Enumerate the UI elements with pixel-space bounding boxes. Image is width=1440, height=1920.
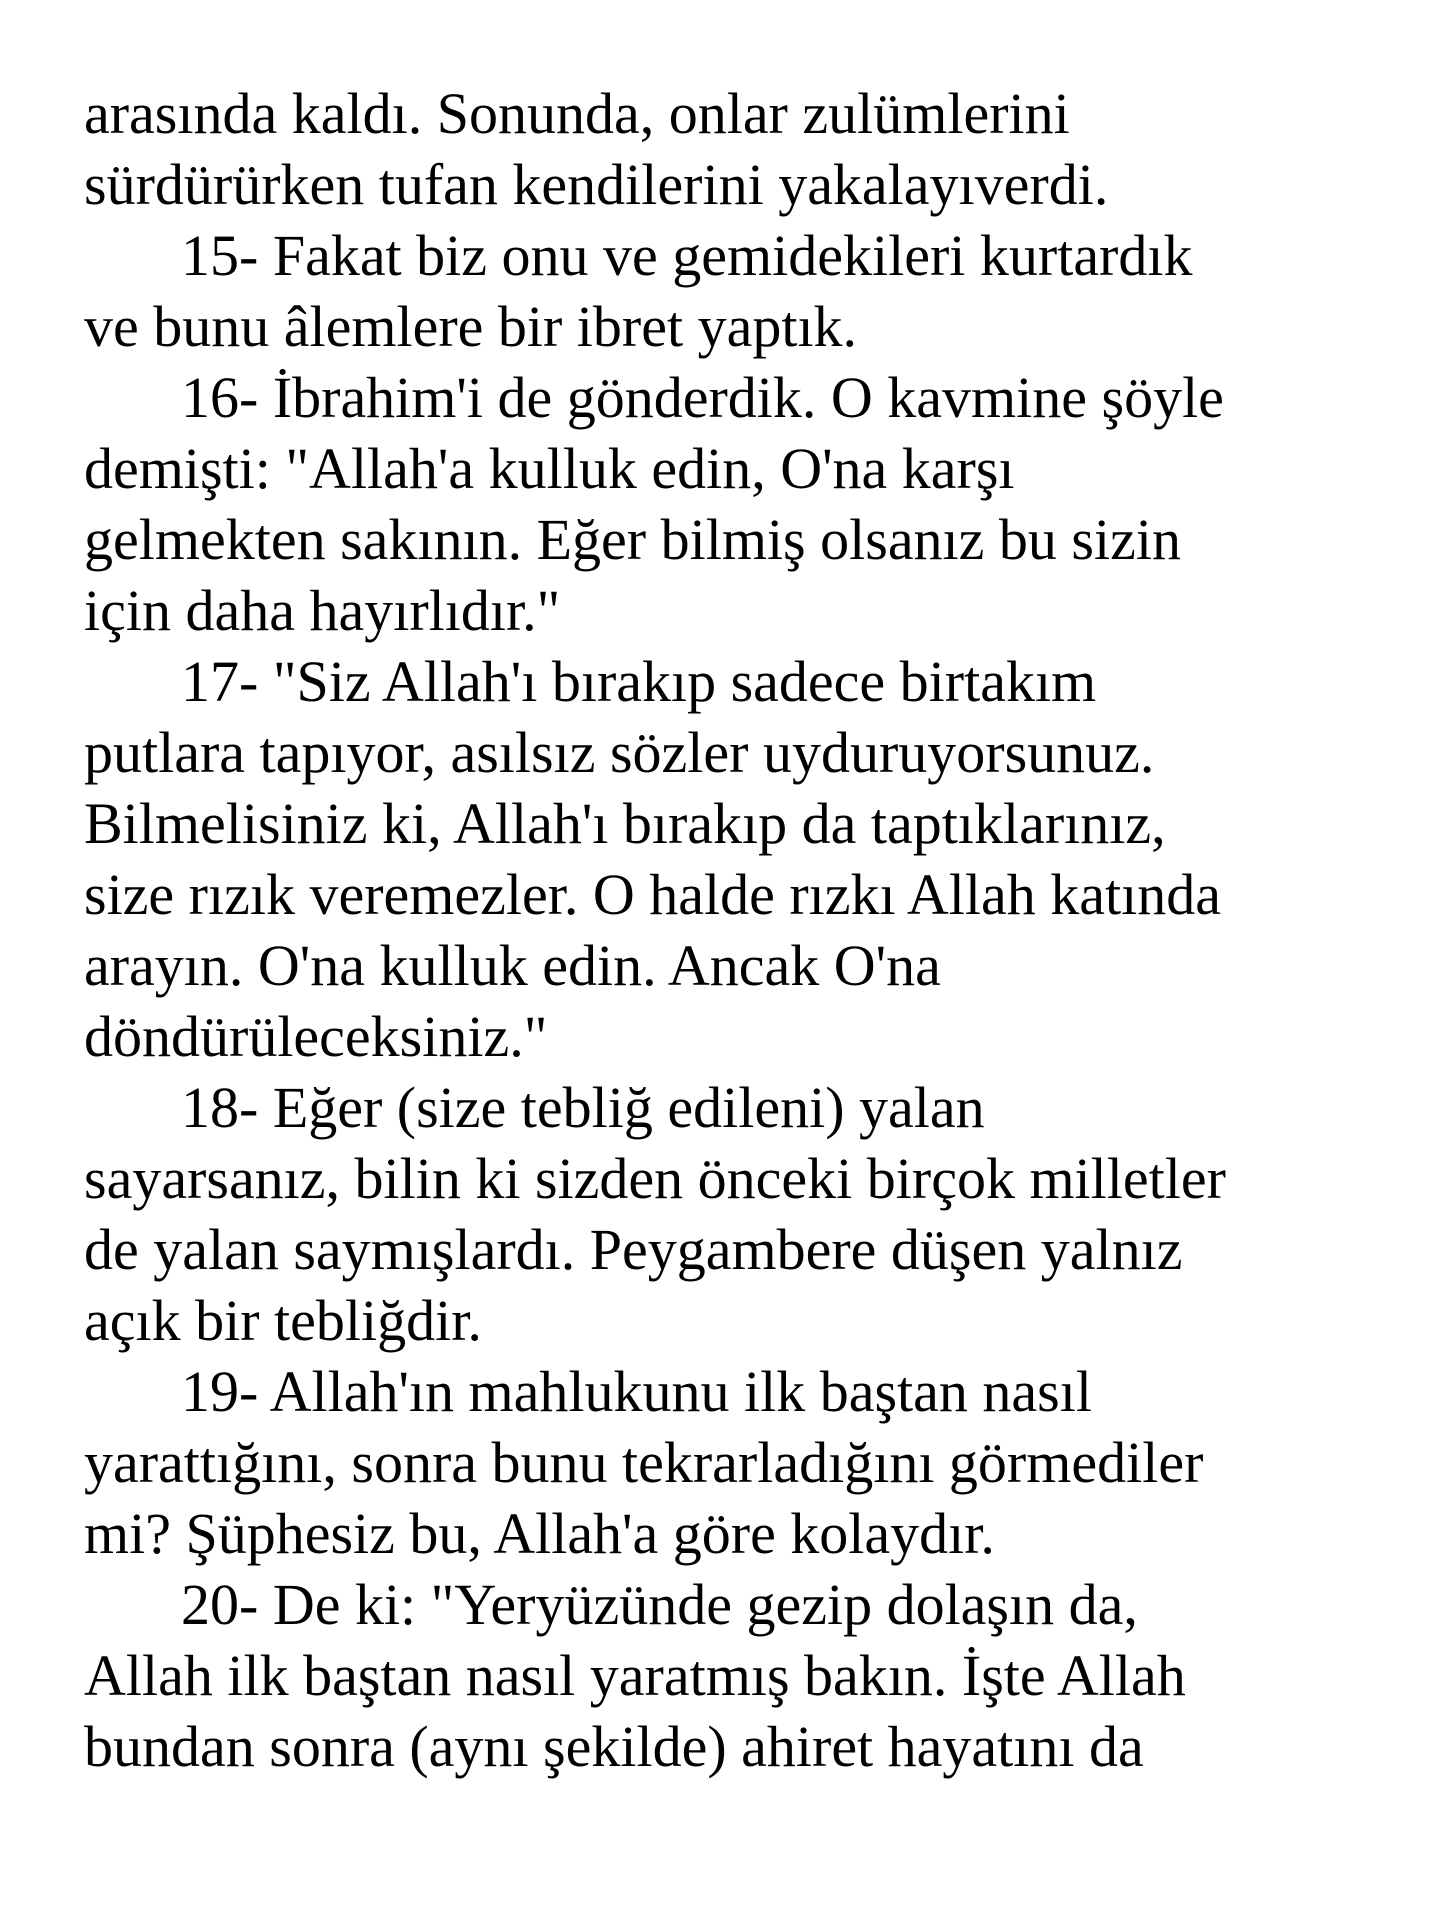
text-line: için daha hayırlıdır." bbox=[84, 578, 561, 643]
text-line: bundan sonra (aynı şekilde) ahiret hayatını da bbox=[84, 1714, 1144, 1779]
text-line: Bilmelisiniz ki, Allah'ı bırakıp da taptıklarınız, bbox=[84, 791, 1166, 856]
text-line: mi? Şüphesiz bu, Allah'a göre kolaydır. bbox=[84, 1501, 995, 1566]
verse-18-start: 18- Eğer (size tebliğ edileni) yalan bbox=[181, 1075, 985, 1140]
text-line: açık bir tebliğdir. bbox=[84, 1288, 482, 1353]
text-line: arasında kaldı. Sonunda, onlar zulümlerini bbox=[84, 81, 1070, 146]
body-text bbox=[84, 78, 1424, 1782]
text-line: size rızık veremezler. O halde rızkı Allah katında bbox=[84, 862, 1221, 927]
verse-20-start: 20- De ki: "Yeryüzünde gezip dolaşın da, bbox=[181, 1572, 1138, 1637]
verse-16-start: 16- İbrahim'i de gönderdik. O kavmine şöyle bbox=[181, 365, 1224, 430]
text-line: arayın. O'na kulluk edin. Ancak O'na bbox=[84, 933, 941, 998]
text-line: gelmekten sakının. Eğer bilmiş olsanız bu sizin bbox=[84, 507, 1181, 572]
text-line: ve bunu âlemlere bir ibret yaptık. bbox=[84, 294, 858, 359]
text-line: demişti: "Allah'a kulluk edin, O'na karşı bbox=[84, 436, 1015, 501]
text-line: yarattığını, sonra bunu tekrarladığını görmediler bbox=[84, 1430, 1204, 1495]
verse-15-start: 15- Fakat biz onu ve gemidekileri kurtardık bbox=[181, 223, 1193, 288]
text-line: sürdürürken tufan kendilerini yakalayıverdi. bbox=[84, 152, 1109, 217]
text-line: döndürüleceksiniz." bbox=[84, 1004, 548, 1069]
verse-19-start: 19- Allah'ın mahlukunu ilk baştan nasıl bbox=[181, 1359, 1092, 1424]
text-line: Allah ilk baştan nasıl yaratmış bakın. İşte Allah bbox=[84, 1643, 1186, 1708]
text-line: de yalan saymışlardı. Peygambere düşen yalnız bbox=[84, 1217, 1183, 1282]
text-line: putlara tapıyor, asılsız sözler uyduruyorsunuz. bbox=[84, 720, 1155, 785]
verse-17-start: 17- "Siz Allah'ı bırakıp sadece birtakım bbox=[181, 649, 1097, 714]
text-line: sayarsanız, bilin ki sizden önceki birçok milletler bbox=[84, 1146, 1226, 1211]
